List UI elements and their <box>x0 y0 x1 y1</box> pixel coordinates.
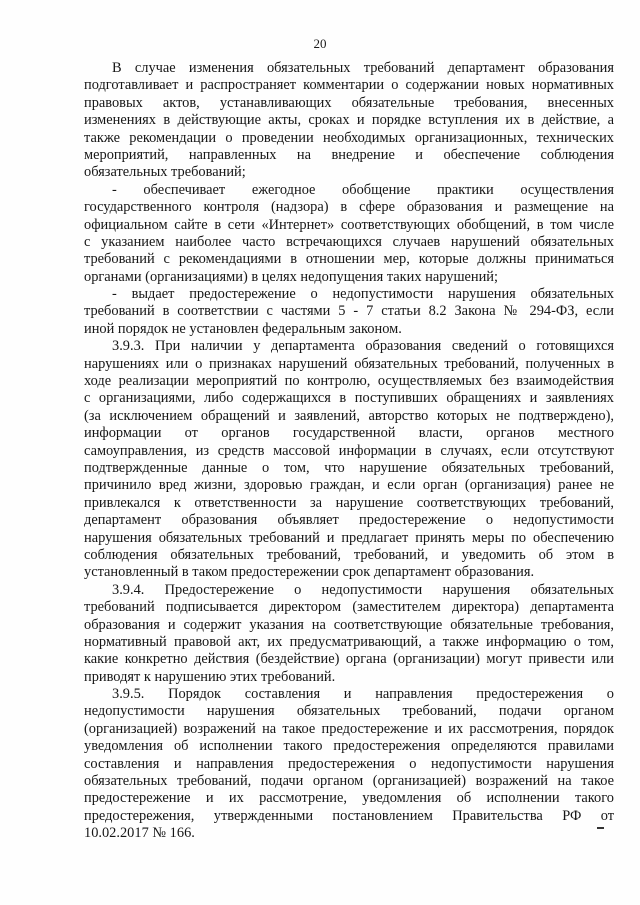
text-line: соблюдения обязательных требований, требований, и уведомить об этом в <box>84 546 614 563</box>
text-line: 3.9.4. Предостережение о недопустимости нарушения обязательных <box>112 581 614 598</box>
text-line: обязательных требований; <box>84 164 246 181</box>
paragraph-3-9-3 <box>84 338 614 581</box>
text-line: причинило вред жизни, здоровью граждан, и если орган (организация) ранее не <box>84 477 614 494</box>
paragraph-3-9-5 <box>84 686 614 843</box>
scan-artifact-mark <box>597 827 604 829</box>
text-line: с указанием наиболее часто встречающихся случаев нарушений обязательных <box>84 233 614 250</box>
document-body <box>84 60 614 843</box>
text-line: (за исключением обращений и заявлений, авторство которых не подтверждено), <box>84 407 614 424</box>
text-line: нарушения обязательных требований и предлагает принять меры по обеспечению <box>84 529 614 546</box>
text-line: обязательных требований, подачи органом (организацией) возражений на такое <box>84 773 614 790</box>
text-line: официальном сайте в сети «Интернет» соответствующих обобщений, в том числе <box>84 216 614 233</box>
text-line: (организацией) возражений на такое предостережение и их рассмотрения, порядок <box>84 720 614 737</box>
text-line: составления и направления предостережения о недопустимости нарушения <box>84 755 614 772</box>
text-line: ходе реализации мероприятий по контролю, осуществляемых без взаимодействия <box>84 373 614 390</box>
text-line: предостережение и их рассмотрение, уведомления об исполнении такого <box>84 790 614 807</box>
text-line: департамент образования объявляет предостережение о недопустимости <box>84 512 614 529</box>
text-line: образования и содержит указания на соответствующие обязательные требования, <box>84 616 614 633</box>
text-line: нарушениях или о признаках нарушений обязательных требований, полученных в <box>84 355 614 372</box>
text-line: требований подписывается директором (заместителем директора) департамента <box>84 599 614 616</box>
text-line: органами (организациями) в целях недопущения таких нарушений; <box>84 268 499 285</box>
text-line: требований в соответствии с частями 5 - 7 статьи 8.2 Закона № 294-ФЗ, если <box>84 303 614 320</box>
text-line: с организациями, либо содержащихся в поступивших обращениях и заявлениях <box>84 390 614 407</box>
paragraph-department-comments <box>84 60 614 182</box>
text-line: привлекался к ответственности за нарушение соответствующих требований, <box>84 494 614 511</box>
text-line: 3.9.5. Порядок составления и направления предостережения о <box>112 686 614 703</box>
text-line: иной порядок не установлен федеральным законом. <box>84 320 402 337</box>
text-line: уведомления об исполнении такого предостережения определяются правилами <box>84 738 614 755</box>
text-line: подтвержденные данные о том, что нарушение обязательных требований, <box>84 459 614 476</box>
text-line: мероприятий, направленных на внедрение и обеспечение соблюдения <box>84 146 614 163</box>
text-line: В случае изменения обязательных требований департамент образования <box>112 60 614 76</box>
text-line: правовых актов, устанавливающих обязательные требования, внесенных <box>84 94 614 111</box>
text-line: предостережения, утвержденными постановлением Правительства РФ от <box>84 807 614 824</box>
text-line: подготавливает и распространяет комментарии о содержании новых нормативных <box>84 77 614 94</box>
text-line: 3.9.3. При наличии у департамента образования сведений о готовящихся <box>112 338 614 355</box>
text-line: какие конкретно действия (бездействие) органа (организации) могут привести или <box>84 651 614 668</box>
text-line: государственного контроля (надзора) в сфере образования и размещение на <box>84 199 614 216</box>
text-line: недопустимости нарушения обязательных требований, подачи органом <box>84 703 614 720</box>
text-line: самоуправления, из средств массовой информации в случаях, если отсутствуют <box>84 442 614 459</box>
text-line: - обеспечивает ежегодное обобщение практики осуществления <box>112 181 614 198</box>
paragraph-3-9-4 <box>84 582 614 686</box>
text-line: требований с рекомендациями в отношении мер, которые должны приниматься <box>84 251 614 268</box>
text-line: - выдает предостережение о недопустимости нарушения обязательных <box>112 286 614 303</box>
text-line: установленный в таком предостережении срок департамент образования. <box>84 564 535 581</box>
paragraph-annual-summary <box>84 182 614 286</box>
paragraph-issues-warning <box>84 286 614 338</box>
text-line: 10.02.2017 № 166. <box>84 825 195 842</box>
text-line: информации от органов государственной власти, органов местного <box>84 425 614 442</box>
page-number: 20 <box>313 36 327 51</box>
text-line: нормативный правовой акт, их предусматривающий, а также информацию о том, <box>84 633 614 650</box>
text-line: также рекомендации о проведении необходимых организационных, технических <box>84 129 614 146</box>
text-line: изменениях в действующие акты, сроках и порядке вступления их в действие, а <box>84 112 614 129</box>
text-line: приводят к нарушению этих требований. <box>84 668 336 685</box>
